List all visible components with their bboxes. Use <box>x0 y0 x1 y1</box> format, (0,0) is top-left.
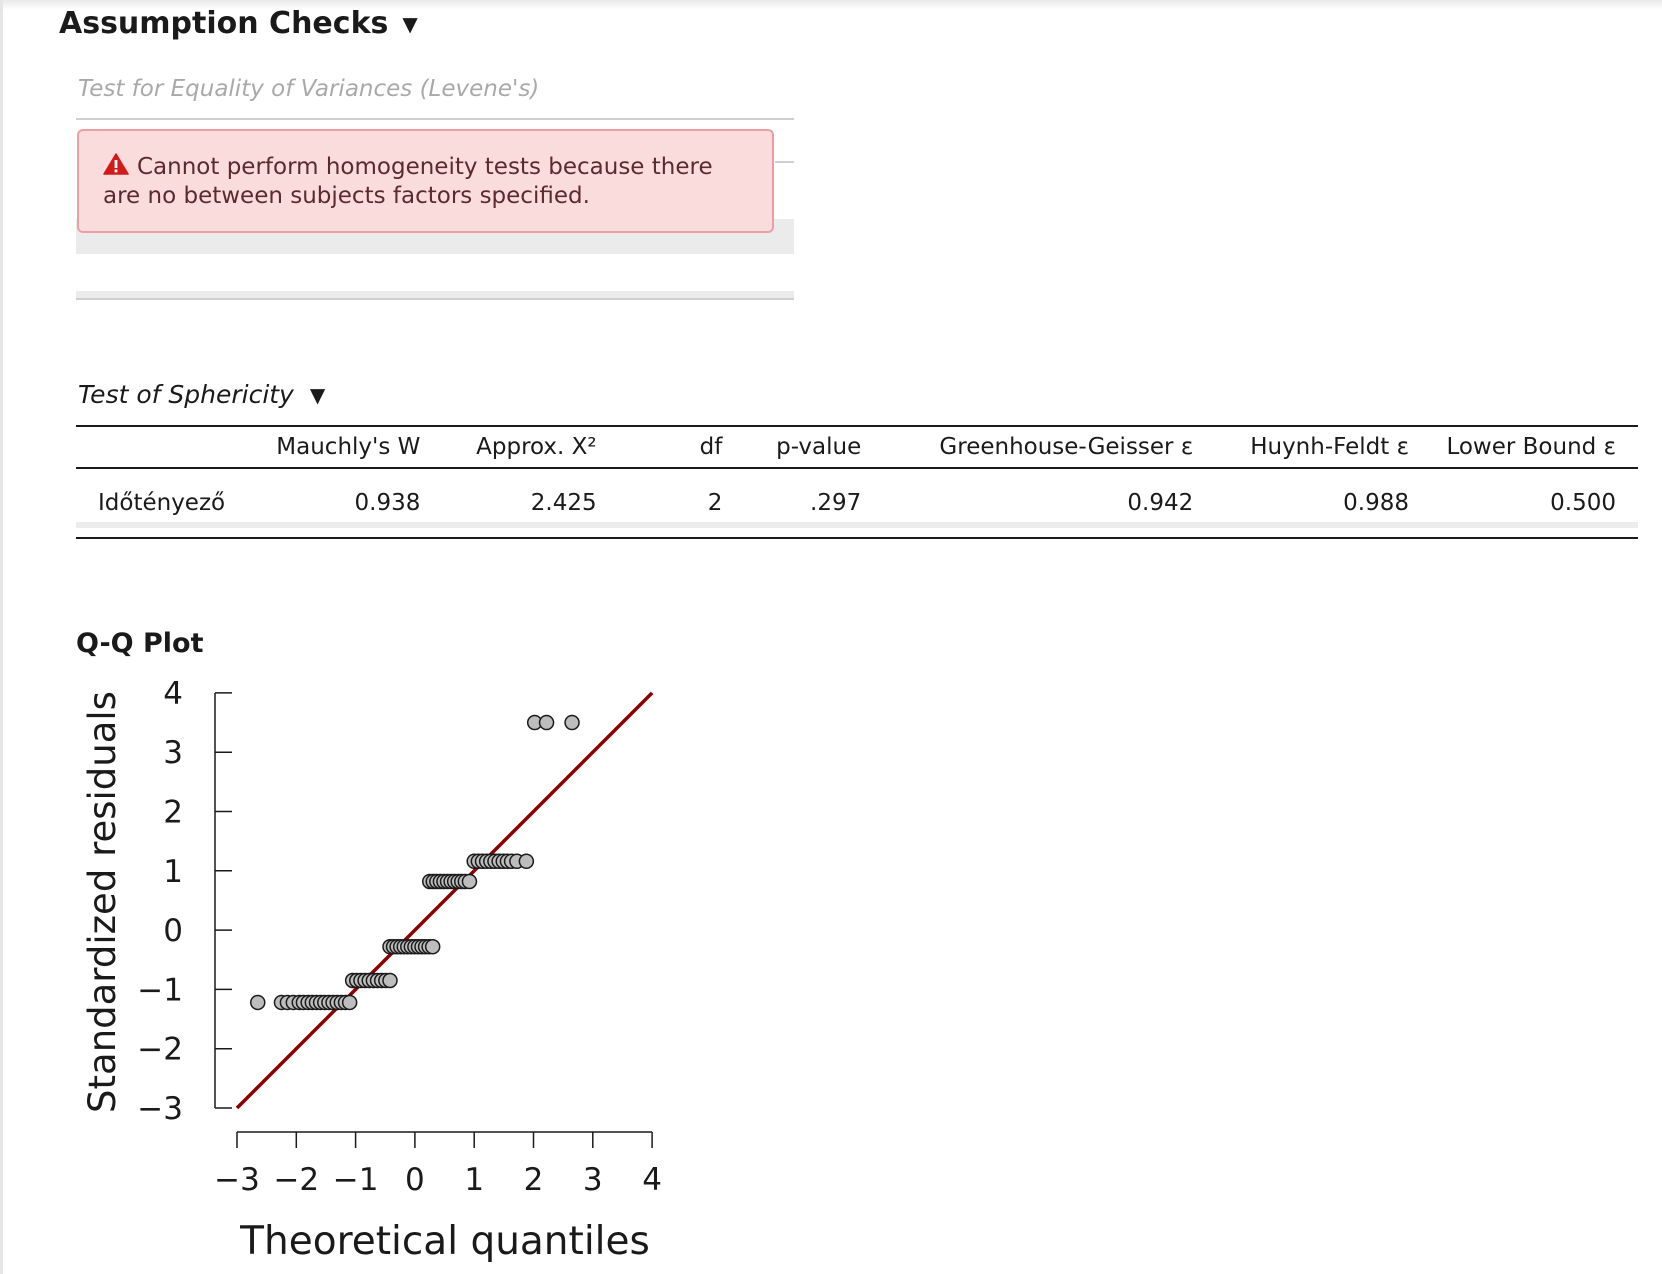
x-tick-label: 2 <box>523 1162 544 1198</box>
data-point <box>343 995 357 1009</box>
column-header-mauchly-w: Mauchly's W <box>258 426 420 468</box>
y-axis-label: Standardized residuals <box>81 691 124 1113</box>
x-tick-label: 4 <box>642 1162 662 1198</box>
column-header-lb-eps: Lower Bound ε <box>1409 426 1638 468</box>
levene-header-rule <box>775 161 794 163</box>
cell-mauchly-w: 0.938 <box>258 468 420 538</box>
column-header-p-value: p-value <box>732 426 879 468</box>
levene-top-rule <box>76 118 794 120</box>
x-tick-label: 3 <box>582 1162 603 1198</box>
qq-plot-chart <box>70 665 710 1270</box>
x-tick-label: −2 <box>273 1162 320 1198</box>
table-header-row <box>76 426 1638 468</box>
sphericity-header[interactable] <box>78 380 325 409</box>
y-axis <box>137 676 232 1127</box>
reference-line <box>237 693 652 1108</box>
cell-df: 2 <box>597 468 733 538</box>
column-header-hf-eps: Huynh-Feldt ε <box>1193 426 1409 468</box>
data-point <box>251 995 265 1009</box>
column-header-df: df <box>597 426 733 468</box>
row-name: Időtényező <box>76 468 258 538</box>
error-message-line2: are no between subjects factors specified. <box>103 183 590 209</box>
y-tick-label: 3 <box>163 735 183 772</box>
assumption-checks-header[interactable] <box>59 6 418 41</box>
y-tick-label: 2 <box>163 794 183 831</box>
cell-gg-eps: 0.942 <box>879 468 1193 538</box>
levene-bottom-rule <box>76 298 794 300</box>
error-message-line1: Cannot perform homogeneity tests because there <box>137 154 713 180</box>
x-axis-label: Theoretical quantiles <box>240 1219 650 1264</box>
collapse-triangle-icon[interactable]: ▼ <box>309 382 326 407</box>
column-header-approx-x2: Approx. X² <box>420 426 596 468</box>
y-tick-label: 0 <box>163 913 183 950</box>
cell-lb-eps: 0.500 <box>1409 468 1638 538</box>
warning-triangle-icon <box>103 153 129 175</box>
cell-hf-eps: 0.988 <box>1193 468 1409 538</box>
section-title: Assumption Checks <box>59 6 389 41</box>
qq-plot-title: Q-Q Plot <box>76 628 204 659</box>
data-point <box>426 940 440 954</box>
collapse-triangle-icon[interactable]: ▼ <box>402 11 418 36</box>
x-tick-label: 1 <box>464 1162 485 1198</box>
x-axis <box>214 1132 662 1198</box>
column-header-gg-eps: Greenhouse-Geisser ε <box>879 426 1193 468</box>
y-tick-label: −1 <box>137 972 183 1009</box>
left-border <box>0 0 3 1274</box>
x-tick-label: 0 <box>405 1162 425 1198</box>
data-point <box>462 874 476 888</box>
y-tick-label: −2 <box>137 1031 183 1068</box>
cell-p-value: .297 <box>732 468 879 538</box>
data-point <box>383 974 397 988</box>
y-tick-label: −3 <box>137 1091 183 1127</box>
cell-approx-x2: 2.425 <box>420 468 596 538</box>
sphericity-title: Test of Sphericity <box>78 380 294 409</box>
data-point <box>519 854 533 868</box>
x-tick-label: −3 <box>214 1162 260 1198</box>
data-point <box>565 716 579 730</box>
column-header <box>76 426 258 468</box>
data-point <box>540 716 554 730</box>
data-points <box>251 716 579 1010</box>
y-tick-label: 4 <box>163 675 183 712</box>
homogeneity-error-box <box>77 129 774 233</box>
y-tick-label: 1 <box>163 853 183 890</box>
x-tick-label: −1 <box>332 1162 379 1198</box>
levene-table-title: Test for Equality of Variances (Levene's) <box>78 76 540 102</box>
table-footer-band <box>76 522 1638 528</box>
